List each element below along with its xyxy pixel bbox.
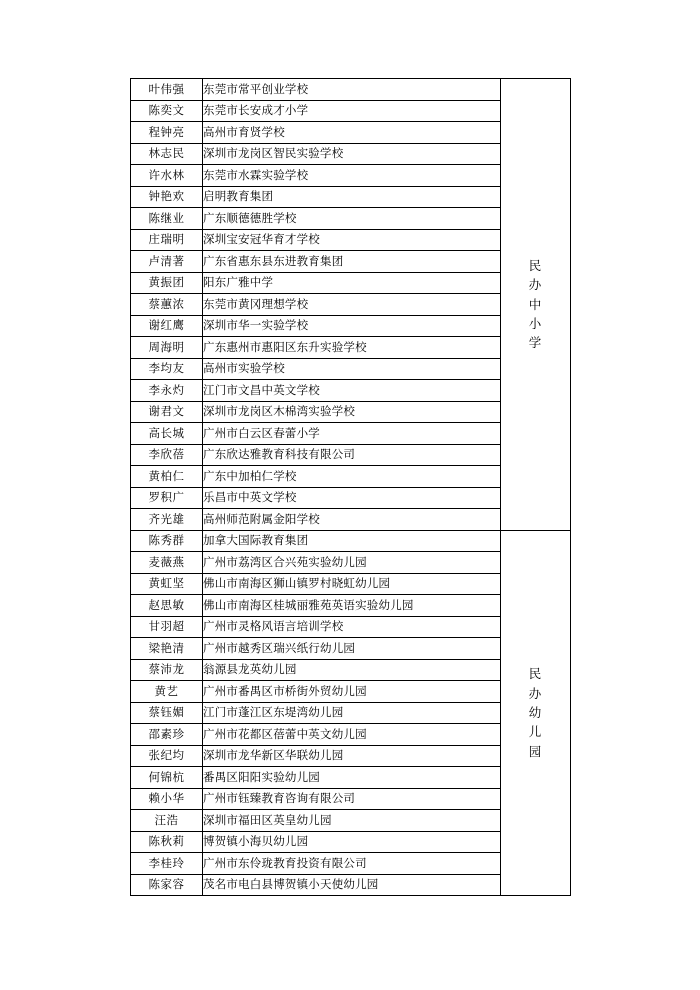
organization-cell: 广州市灵格风语言培训学校 [203, 616, 501, 638]
category-label-char: 中 [528, 296, 543, 312]
roster-table-body [131, 79, 571, 896]
person-name-cell: 周海明 [131, 337, 203, 359]
person-name-cell: 陈家容 [131, 874, 203, 896]
organization-cell: 广东省惠东县东进教育集团 [203, 251, 501, 273]
category-label-char: 小 [528, 315, 543, 331]
person-name-cell: 张纪均 [131, 745, 203, 767]
organization-cell: 江门市蓬江区东堤湾幼儿园 [203, 702, 501, 724]
person-name-cell: 蔡钰媚 [131, 702, 203, 724]
organization-cell: 广东中加柏仁学校 [203, 466, 501, 488]
category-label [501, 664, 570, 761]
category-cell [501, 79, 571, 531]
person-name-cell: 钟艳欢 [131, 186, 203, 208]
organization-cell: 东莞市水霖实验学校 [203, 165, 501, 187]
table-row [131, 79, 571, 101]
category-label-char: 民 [528, 666, 543, 682]
organization-cell: 深圳宝安冠华育才学校 [203, 229, 501, 251]
person-name-cell: 汪浩 [131, 810, 203, 832]
organization-cell: 东莞市常平创业学校 [203, 79, 501, 101]
roster-table-wrapper [130, 78, 570, 896]
organization-cell: 广东惠州市惠阳区东升实验学校 [203, 337, 501, 359]
organization-cell: 广州市越秀区瑞兴纸行幼儿园 [203, 638, 501, 660]
organization-cell: 深圳市龙华新区华联幼儿园 [203, 745, 501, 767]
person-name-cell: 黄艺 [131, 681, 203, 703]
category-label-char: 幼 [528, 705, 543, 721]
person-name-cell: 陈继业 [131, 208, 203, 230]
organization-cell: 高州师范附属金阳学校 [203, 509, 501, 531]
organization-cell: 广东欣达雅教育科技有限公司 [203, 444, 501, 466]
table-row [131, 530, 571, 552]
person-name-cell: 何锦杭 [131, 767, 203, 789]
person-name-cell: 李桂玲 [131, 853, 203, 875]
organization-cell: 广州市白云区春蕾小学 [203, 423, 501, 445]
person-name-cell: 邵素珍 [131, 724, 203, 746]
person-name-cell: 黄虹坚 [131, 573, 203, 595]
category-label-char: 办 [528, 277, 543, 293]
person-name-cell: 陈秋莉 [131, 831, 203, 853]
organization-cell: 启明教育集团 [203, 186, 501, 208]
organization-cell: 东莞市长安成才小学 [203, 100, 501, 122]
person-name-cell: 李欣蓓 [131, 444, 203, 466]
organization-cell: 佛山市南海区狮山镇罗村晓虹幼儿园 [203, 573, 501, 595]
person-name-cell: 谢红鹰 [131, 315, 203, 337]
organization-cell: 广州市钰臻教育咨询有限公司 [203, 788, 501, 810]
category-label-char: 儿 [528, 724, 543, 740]
person-name-cell: 程钟亮 [131, 122, 203, 144]
organization-cell: 高州市实验学校 [203, 358, 501, 380]
person-name-cell: 李均友 [131, 358, 203, 380]
person-name-cell: 许水林 [131, 165, 203, 187]
person-name-cell: 林志民 [131, 143, 203, 165]
category-label-char: 民 [528, 257, 543, 273]
category-label [501, 256, 570, 353]
person-name-cell: 叶伟强 [131, 79, 203, 101]
organization-cell: 乐昌市中英文学校 [203, 487, 501, 509]
person-name-cell: 罗积广 [131, 487, 203, 509]
organization-cell: 深圳市龙岗区智民实验学校 [203, 143, 501, 165]
person-name-cell: 齐光雄 [131, 509, 203, 531]
category-label-char: 园 [528, 743, 543, 759]
organization-cell: 翁源县龙英幼儿园 [203, 659, 501, 681]
person-name-cell: 庄瑞明 [131, 229, 203, 251]
organization-cell: 博贺镇小海贝幼儿园 [203, 831, 501, 853]
organization-cell: 高州市育贤学校 [203, 122, 501, 144]
organization-cell: 江门市文昌中英文学校 [203, 380, 501, 402]
organization-cell: 广州市荔湾区合兴苑实验幼儿园 [203, 552, 501, 574]
person-name-cell: 陈秀群 [131, 530, 203, 552]
organization-cell: 广东顺德德胜学校 [203, 208, 501, 230]
category-cell [501, 530, 571, 896]
person-name-cell: 梁艳清 [131, 638, 203, 660]
organization-cell: 加拿大国际教育集团 [203, 530, 501, 552]
organization-cell: 广州市花都区蓓蕾中英文幼儿园 [203, 724, 501, 746]
organization-cell: 阳东广雅中学 [203, 272, 501, 294]
person-name-cell: 蔡沛龙 [131, 659, 203, 681]
organization-cell: 深圳市福田区英皇幼儿园 [203, 810, 501, 832]
category-label-char: 学 [528, 335, 543, 351]
person-name-cell: 李永灼 [131, 380, 203, 402]
organization-cell: 深圳市华一实验学校 [203, 315, 501, 337]
person-name-cell: 麦薇燕 [131, 552, 203, 574]
person-name-cell: 陈奕文 [131, 100, 203, 122]
organization-cell: 广州市东伶珑教育投资有限公司 [203, 853, 501, 875]
person-name-cell: 黄振团 [131, 272, 203, 294]
organization-cell: 广州市番禺区市桥街外贸幼儿园 [203, 681, 501, 703]
organization-cell: 茂名市电白县博贺镇小天使幼儿园 [203, 874, 501, 896]
organization-cell: 东莞市黄冈理想学校 [203, 294, 501, 316]
person-name-cell: 赵思敏 [131, 595, 203, 617]
person-name-cell: 卢清著 [131, 251, 203, 273]
person-name-cell: 蔡蕙浓 [131, 294, 203, 316]
person-name-cell: 谢君文 [131, 401, 203, 423]
person-name-cell: 赖小华 [131, 788, 203, 810]
person-name-cell: 黄柏仁 [131, 466, 203, 488]
category-label-char: 办 [528, 685, 543, 701]
organization-cell: 深圳市龙岗区木棉湾实验学校 [203, 401, 501, 423]
person-name-cell: 高长城 [131, 423, 203, 445]
roster-table [130, 78, 571, 896]
organization-cell: 番禺区阳阳实验幼儿园 [203, 767, 501, 789]
organization-cell: 佛山市南海区桂城丽雅苑英语实验幼儿园 [203, 595, 501, 617]
person-name-cell: 甘羽超 [131, 616, 203, 638]
